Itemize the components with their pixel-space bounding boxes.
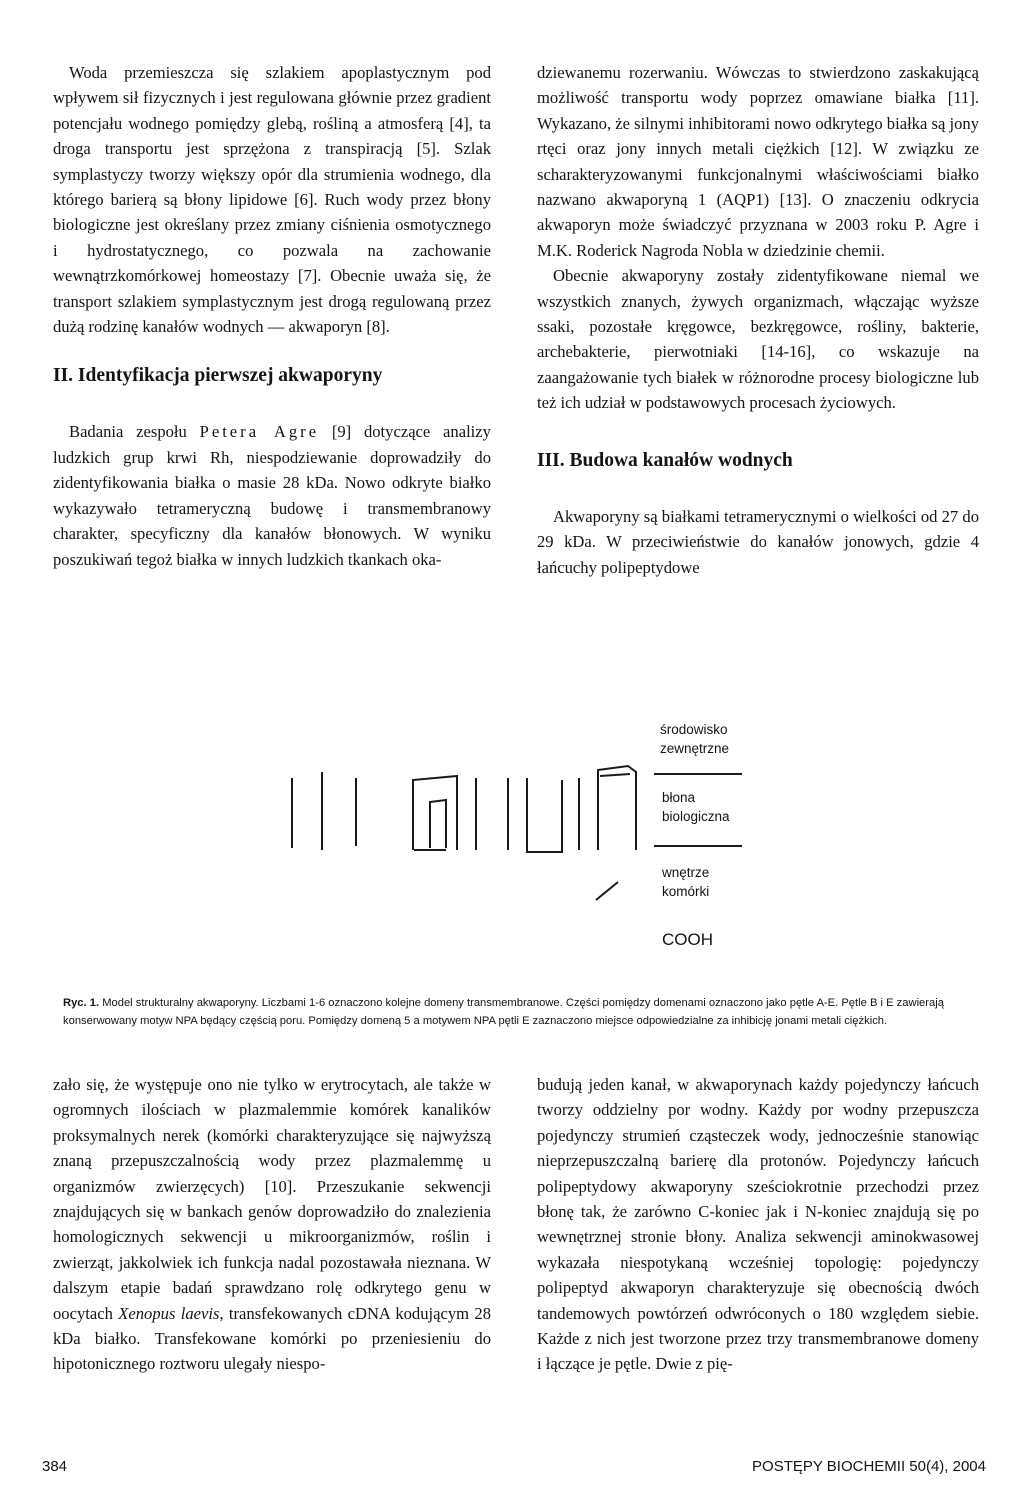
aquaporin-figure <box>0 700 1024 980</box>
text-span: zało się, że występuje ono nie tylko w erytrocytach, ale także w ogromnych ilościach w plazmalemmie komórek kanalików proksymalnych nerek (komórki charakteryzujące się najwyższą znaną przepuszczalnością wody przez plazmalemmę u organizmów zwierzęcych) [10]. Przeszukanie sekwencji znajdujących się w bankach genów doprowadziło do znalezienia homologicznych sekwencji u mikroorganizmów, roślin i zwierząt, jakkolwiek ich funkcja nadal pozostawała nieznana. W dalszym etapie badań sprawdzano rolę odkrytego genu w oocytach <box>53 1075 491 1323</box>
paragraph: dziewanemu rozerwaniu. Wówczas to stwierdzono zaskakującą możliwość transportu wody poprzez omawiane białka [11]. Wykazano, że silnymi inhibitorami nowo odkrytego białka są jony rtęci oraz jony innych metali ciężkich [12]. W związku ze scharakteryzowanymi funkcjonalnymi właściwościami białko nazwano akwaporyną 1 (AQP1) [13]. O znaczeniu odkrycia akwaporyn może świadczyć przyznana w 2003 roku P. Agre i M.K. Roderick Nagroda Nobla w dziedzinie chemii. <box>537 63 979 260</box>
paragraph: budują jeden kanał, w akwaporynach każdy pojedynczy łańcuch tworzy oddzielny por wodny. Każdy por wodny przepuszcza pojedynczy strumień cząsteczek wody, jednocześnie stanowiąc nieprzepuszczalną barierę dla protonów. Pojedynczy łańcuch polipeptydowy akwaporyny sześciokrotnie przechodzi przez błonę tak, że zarówno C-koniec jak i N-koniec znajdują się po wewnętrznej stronie błony. Analiza sekwencji aminokwasowej wykazała niespotykaną wcześniej topologię: pojedynczy polipeptyd akwaporyn charakteryzuje się obecnością dwóch tandemowych powtórzeń odwróconych o 180 względem siebie. Każde z nich jest tworzone przez trzy transmembranowe domeny i łączące je pętle. Dwie z pię- <box>537 1075 979 1374</box>
text-span: [9] dotyczące analizy ludzkich grup krwi Rh, niespodziewanie doprowadziły do zidentyfikowania białka o masie 28 kDa. Nowo odkryte białko wykazywało tetrameryczną budowę i transmembranowy charakter, specyficzny dla kanałów błonowych. W wyniku poszukiwań tegoż białka w innych ludzkich tkankach oka- <box>53 422 491 569</box>
author-name: Petera Agre <box>199 422 320 442</box>
outside-label <box>660 720 729 758</box>
c-terminus-tail <box>596 882 618 900</box>
section-heading-2: II. Identyfikacja pierwszej akwaporyny <box>53 365 383 387</box>
text-span: Badania zespołu <box>69 422 187 442</box>
label-line: komórki <box>662 884 710 899</box>
paragraph <box>53 1072 491 1377</box>
column-bottom-left <box>53 1072 491 1377</box>
loop-inner <box>430 800 446 848</box>
column-bottom-right <box>537 1072 979 1377</box>
figure-caption <box>63 994 981 1030</box>
helix-line <box>600 774 630 776</box>
paragraph: Woda przemieszcza się szlakiem apoplastycznym pod wpływem sił fizycznych i jest regulowana głównie przez gradient potencjału wodnego pomiędzy glebą, rośliną a atmosferą [4], ta droga transportu jest sprzężona z transpiracją [5]. Szlak symplastyczy tworzy większy opór dla strumienia wodnego, dla którego barierą są błony lipidowe [6]. Ruch wody przez błony biologiczne jest określany przez zmiany ciśnienia osmotycznego i hydrostatycznego, co pozwala na zachowanie wewnątrzkomórkowej homeostazy [7]. Obecnie uważa się, że transport szlakiem symplastycznym jest drogą regulowaną przez dużą rodzinę kanałów wodnych — akwaporyn [8]. <box>53 63 491 337</box>
paragraph: Obecnie akwaporyny zostały zidentyfikowane niemal we wszystkich znanych, żywych organizmach, włączając wyższe ssaki, pozostałe kręgowce, bezkręgowce, rośliny, bakterie, archebakterie, pierwotniaki [14-16], co wskazuje na zaangażowanie tych białek w różnorodne procesy biologiczne lub też ich udział w podstawowych procesach życiowych. <box>537 266 979 413</box>
membrane-model-diagram <box>0 700 1024 980</box>
species-name: Xenopus laevis <box>118 1303 220 1323</box>
label-line: błona <box>662 790 696 805</box>
membrane-label <box>662 788 730 826</box>
text-span: , transfekowanych cDNA kodującym 28 kDa białko. Transfekowane komórki po przeniesieniu do hipotonicznego roztworu ulegały niespo- <box>53 1303 491 1374</box>
column-top-left <box>53 60 491 572</box>
page-number: 384 <box>42 1458 68 1475</box>
column-top-right <box>537 60 979 580</box>
inside-label <box>662 863 709 901</box>
cooh-label: COOH <box>662 930 713 949</box>
journal-title: POSTĘPY BIOCHEMII 50(4), 2004 <box>752 1458 986 1475</box>
label-line: środowisko <box>660 722 728 737</box>
caption-text: Model strukturalny akwaporyny. Liczbami 1-6 oznaczono kolejne domeny transmembranowe. Części pomiędzy domenami oznaczono jako pętle A-E. Pętle B i E zawierają konserwowany motyw NPA będący częścią poru. Pomiędzy domeną 5 a motywem NPA pętli E zaznaczono miejsce odpowiedzialne za inhibicję jonami metali ciężkich. <box>63 997 944 1027</box>
label-line: zewnętrzne <box>660 741 730 756</box>
paragraph <box>53 419 491 571</box>
paragraph: Akwaporyny są białkami tetramerycznymi o wielkości od 27 do 29 kDa. W przeciwieństwie do kanałów jonowych, gdzie 4 łańcuchy polipeptydowe <box>537 506 979 577</box>
loop-e <box>598 766 636 850</box>
caption-label: Ryc. 1. <box>63 997 100 1009</box>
label-line: wnętrze <box>662 865 710 880</box>
loop-d <box>527 778 562 852</box>
label-line: biologiczna <box>662 809 730 824</box>
loop-b <box>413 776 457 850</box>
section-heading-3: III. Budowa kanałów wodnych <box>537 449 793 471</box>
